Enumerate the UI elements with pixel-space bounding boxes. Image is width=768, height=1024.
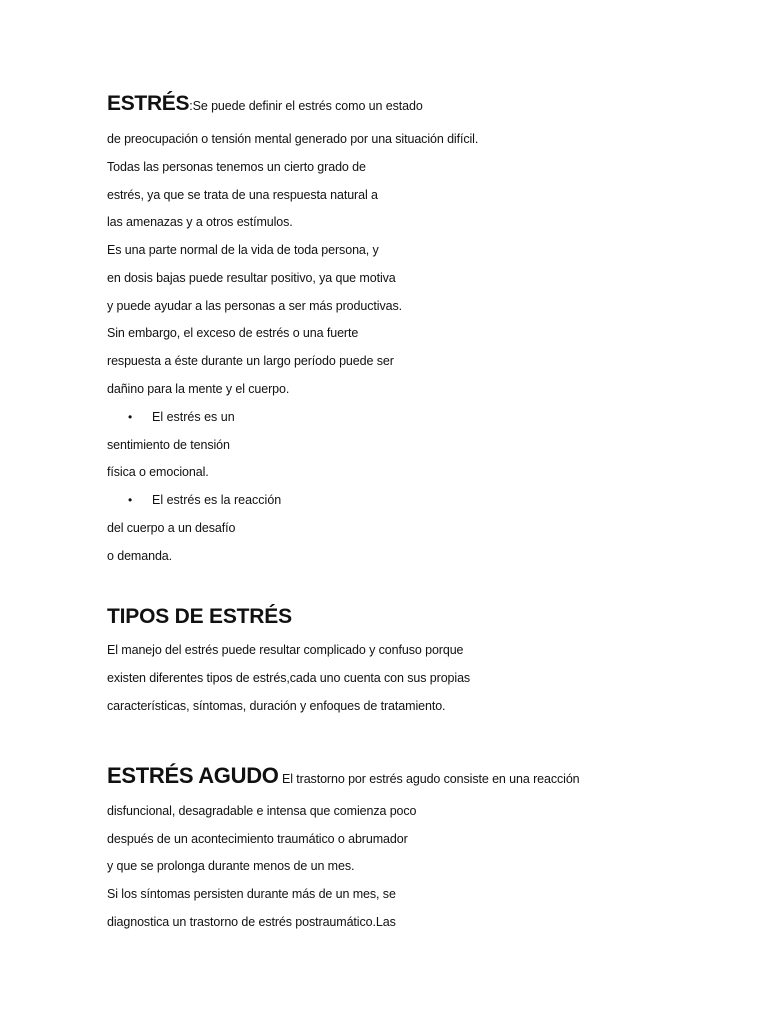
- bullet-marker: •: [128, 493, 133, 507]
- intro-first-line: [107, 92, 423, 115]
- intro-line: respuesta a éste durante un largo período puede ser: [107, 354, 394, 368]
- bullet-continuation: o demanda.: [107, 549, 173, 563]
- tipos-heading: TIPOS DE ESTRÉS: [107, 605, 292, 628]
- bullet-continuation: física o emocional.: [107, 465, 209, 479]
- types-line: existen diferentes tipos de estrés,cada uno cuenta con sus propias: [107, 671, 471, 685]
- estres-heading: ESTRÉS: [107, 92, 190, 115]
- acute-first-line: [107, 763, 580, 788]
- intro-line: de preocupación o tensión mental generado por una situación difícil.: [107, 132, 479, 146]
- acute-line: Si los síntomas persisten durante más de un mes, se: [107, 887, 396, 901]
- bullet-continuation: del cuerpo a un desafío: [107, 521, 236, 535]
- acute-definition-text: El trastorno por estrés agudo consiste en una reacción: [278, 772, 580, 786]
- intro-line: en dosis bajas puede resultar positivo, ya que motiva: [107, 271, 396, 285]
- acute-line: y que se prolonga durante menos de un mes.: [107, 859, 355, 873]
- intro-line: estrés, ya que se trata de una respuesta natural a: [107, 188, 378, 202]
- intro-line: Todas las personas tenemos un cierto grado de: [107, 160, 366, 174]
- types-line: El manejo del estrés puede resultar complicado y confuso porque: [107, 643, 464, 657]
- intro-line: dañino para la mente y el cuerpo.: [107, 382, 290, 396]
- types-line: características, síntomas, duración y enfoques de tratamiento.: [107, 699, 446, 713]
- intro-line: y puede ayudar a las personas a ser más productivas.: [107, 299, 402, 313]
- acute-line: disfuncional, desagradable e intensa que comienza poco: [107, 804, 417, 818]
- acute-line: diagnostica un trastorno de estrés postraumático.Las: [107, 915, 396, 929]
- intro-line: las amenazas y a otros estímulos.: [107, 215, 293, 229]
- intro-line: Sin embargo, el exceso de estrés o una fuerte: [107, 326, 359, 340]
- bullet-item: [128, 409, 235, 425]
- bullet-marker: •: [128, 410, 133, 424]
- bullet-text: El estrés es un: [152, 410, 235, 424]
- estres-agudo-heading: ESTRÉS AGUDO: [107, 763, 279, 788]
- intro-definition-text: :Se puede definir el estrés como un estado: [189, 99, 423, 113]
- bullet-item: [128, 492, 281, 508]
- intro-line: Es una parte normal de la vida de toda persona, y: [107, 243, 379, 257]
- bullet-text: El estrés es la reacción: [152, 493, 282, 507]
- bullet-continuation: sentimiento de tensión: [107, 438, 230, 452]
- acute-line: después de un acontecimiento traumático o abrumador: [107, 832, 408, 846]
